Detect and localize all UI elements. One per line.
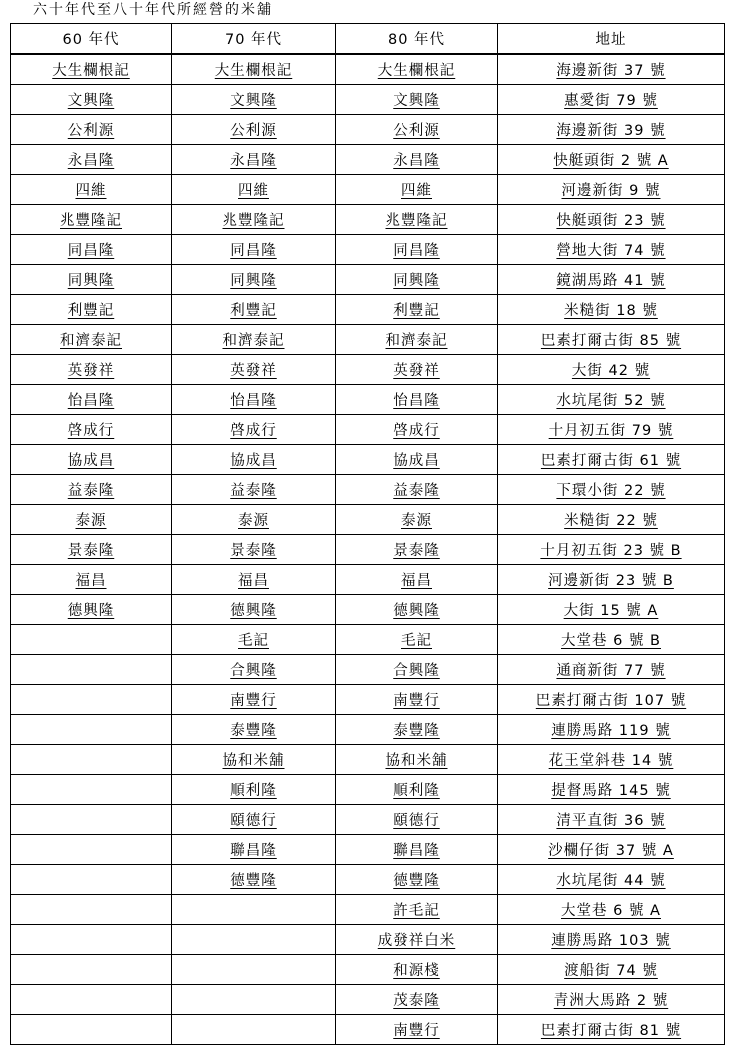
shop-70s-cell: [172, 625, 336, 655]
shop-70s-cell: [172, 505, 336, 535]
shop-80s-text: 成發祥白米: [377, 933, 456, 949]
address-text: 青洲大馬路 2 號: [553, 993, 669, 1009]
shop-70s-cell: [172, 955, 336, 985]
shop-80s-cell: [336, 865, 498, 895]
address-text: 提督馬路 145 號: [551, 783, 671, 799]
shop-60s-cell: [11, 205, 172, 235]
table-row: [11, 955, 725, 985]
header-address: 地址: [498, 24, 725, 55]
address-text: 巴素打爾古街 85 號: [540, 333, 682, 349]
address-cell: [498, 775, 725, 805]
shop-60s-text: 四維: [75, 183, 107, 199]
shop-70s-text: 四維: [238, 183, 269, 199]
address-text: 巴素打爾古街 107 號: [535, 693, 687, 709]
shop-70s-cell: [172, 715, 336, 745]
table-row: [11, 205, 725, 235]
shop-80s-cell: [336, 595, 498, 625]
address-cell: [498, 805, 725, 835]
address-text: 米糙街 18 號: [564, 303, 658, 319]
shop-80s-text: 啓成行: [393, 423, 440, 439]
shop-60s-text: 啓成行: [67, 423, 115, 439]
shop-60s-text: 公利源: [67, 123, 115, 139]
shop-80s-text: 英發祥: [393, 363, 440, 379]
address-cell: [498, 595, 725, 625]
address-cell: [498, 895, 725, 925]
address-cell: [498, 835, 725, 865]
shop-80s-text: 同興隆: [393, 273, 440, 289]
address-cell: [498, 655, 725, 685]
shop-80s-cell: [336, 895, 498, 925]
shop-70s-cell: [172, 865, 336, 895]
address-cell: [498, 295, 725, 325]
shop-80s-cell: [336, 85, 498, 115]
shop-70s-cell: [172, 775, 336, 805]
shop-60s-text: 福昌: [75, 573, 107, 589]
shop-70s-cell: [172, 835, 336, 865]
shop-70s-text: 聯昌隆: [230, 843, 277, 859]
shop-80s-text: 合興隆: [393, 663, 440, 679]
table-row: [11, 895, 725, 925]
table-row: [11, 325, 725, 355]
shop-80s-text: 益泰隆: [393, 483, 440, 499]
shop-80s-cell: [336, 745, 498, 775]
address-cell: [498, 145, 725, 175]
shop-60s-cell: [11, 595, 172, 625]
shop-70s-text: 英發祥: [230, 363, 277, 379]
shop-70s-cell: [172, 265, 336, 295]
address-text: 連勝馬路 103 號: [551, 933, 671, 949]
shop-70s-text: 益泰隆: [230, 483, 277, 499]
shop-80s-text: 和濟泰記: [385, 333, 448, 349]
shop-70s-cell: [172, 895, 336, 925]
address-text: 巴素打爾古街 61 號: [540, 453, 682, 469]
shop-60s-cell: [11, 85, 172, 115]
rice-shop-table: [10, 23, 725, 1045]
shop-70s-text: 毛記: [238, 633, 269, 649]
address-text: 河邊新街 9 號: [561, 183, 661, 199]
table-row: [11, 865, 725, 895]
shop-60s-cell: [11, 415, 172, 445]
shop-80s-cell: [336, 235, 498, 265]
address-text: 惠愛街 79 號: [564, 93, 658, 109]
address-cell: [498, 355, 725, 385]
shop-60s-text: 景泰隆: [67, 543, 115, 559]
shop-60s-cell: [11, 325, 172, 355]
shop-70s-text: 同興隆: [230, 273, 277, 289]
header-60s: 60 年代: [11, 24, 172, 55]
shop-60s-cell: [11, 745, 172, 775]
address-text: 大街 42 號: [571, 363, 651, 379]
shop-70s-text: 順利隆: [230, 783, 277, 799]
shop-80s-text: 許毛記: [393, 903, 440, 919]
shop-80s-text: 頤德行: [393, 813, 440, 829]
table-row: [11, 625, 725, 655]
address-text: 營地大街 74 號: [556, 243, 666, 259]
shop-70s-text: 協和米舖: [222, 753, 285, 769]
address-text: 河邊新街 23 號 B: [548, 573, 674, 589]
shop-80s-text: 福昌: [401, 573, 432, 589]
shop-80s-text: 同昌隆: [393, 243, 440, 259]
address-text: 清平直街 36 號: [556, 813, 666, 829]
shop-80s-text: 協和米舖: [385, 753, 448, 769]
shop-80s-text: 景泰隆: [393, 543, 440, 559]
table-row: [11, 385, 725, 415]
table-row: [11, 355, 725, 385]
shop-80s-cell: [336, 115, 498, 145]
shop-80s-text: 協成昌: [393, 453, 440, 469]
header-80s: 80 年代: [336, 24, 498, 55]
shop-80s-text: 順利隆: [393, 783, 440, 799]
shop-80s-text: 泰豐隆: [393, 723, 440, 739]
shop-70s-text: 福昌: [238, 573, 269, 589]
shop-60s-cell: [11, 115, 172, 145]
shop-70s-text: 文興隆: [230, 93, 277, 109]
table-row: [11, 445, 725, 475]
table-row: [11, 535, 725, 565]
shop-70s-cell: [172, 685, 336, 715]
address-text: 米糙街 22 號: [564, 513, 658, 529]
address-cell: [498, 415, 725, 445]
shop-60s-cell: [11, 475, 172, 505]
shop-80s-cell: [336, 145, 498, 175]
table-row: [11, 805, 725, 835]
shop-60s-cell: [11, 385, 172, 415]
shop-60s-text: 協成昌: [67, 453, 115, 469]
shop-80s-text: 茂泰隆: [393, 993, 440, 1009]
table-row: [11, 505, 725, 535]
shop-60s-cell: [11, 505, 172, 535]
shop-70s-cell: [172, 925, 336, 955]
shop-70s-cell: [172, 415, 336, 445]
shop-60s-cell: [11, 955, 172, 985]
address-cell: [498, 715, 725, 745]
address-text: 大街 15 號 A: [563, 603, 659, 619]
address-text: 十月初五街 79 號: [548, 423, 674, 439]
address-text: 十月初五街 23 號 B: [540, 543, 682, 559]
table-row: [11, 1015, 725, 1045]
shop-80s-cell: [336, 265, 498, 295]
shop-70s-cell: [172, 475, 336, 505]
shop-60s-text: 同興隆: [67, 273, 115, 289]
address-text: 沙欄仔街 37 號 A: [548, 843, 674, 859]
address-cell: [498, 535, 725, 565]
shop-70s-cell: [172, 325, 336, 355]
shop-80s-text: 公利源: [393, 123, 440, 139]
shop-70s-text: 德豐隆: [230, 873, 277, 889]
address-cell: [498, 115, 725, 145]
shop-80s-cell: [336, 295, 498, 325]
table-row: [11, 54, 725, 85]
shop-70s-text: 景泰隆: [230, 543, 277, 559]
shop-60s-text: 文興隆: [67, 93, 115, 109]
shop-80s-cell: [336, 565, 498, 595]
address-cell: [498, 175, 725, 205]
shop-60s-cell: [11, 925, 172, 955]
shop-70s-cell: [172, 805, 336, 835]
shop-80s-cell: [336, 655, 498, 685]
shop-60s-cell: [11, 715, 172, 745]
shop-60s-cell: [11, 175, 172, 205]
shop-60s-text: 兆豐隆記: [60, 213, 122, 229]
address-cell: [498, 1015, 725, 1045]
shop-60s-cell: [11, 865, 172, 895]
shop-70s-cell: [172, 145, 336, 175]
shop-60s-cell: [11, 235, 172, 265]
shop-80s-cell: [336, 535, 498, 565]
address-text: 水坑尾街 44 號: [556, 873, 666, 889]
shop-80s-cell: [336, 355, 498, 385]
shop-80s-text: 文興隆: [393, 93, 440, 109]
shop-80s-text: 大生欄根記: [377, 63, 456, 79]
address-text: 大堂巷 6 號 A: [561, 903, 661, 919]
shop-80s-cell: [336, 925, 498, 955]
address-text: 大堂巷 6 號 B: [561, 633, 661, 649]
shop-80s-text: 怡昌隆: [393, 393, 440, 409]
shop-70s-text: 德興隆: [230, 603, 277, 619]
table-row: [11, 775, 725, 805]
shop-60s-cell: [11, 445, 172, 475]
shop-70s-cell: [172, 535, 336, 565]
shop-80s-cell: [336, 325, 498, 355]
address-cell: [498, 54, 725, 85]
shop-60s-cell: [11, 265, 172, 295]
address-text: 海邊新街 39 號: [556, 123, 666, 139]
shop-70s-text: 利豐記: [230, 303, 277, 319]
table-row: [11, 115, 725, 145]
address-cell: [498, 985, 725, 1015]
shop-80s-text: 永昌隆: [393, 153, 440, 169]
shop-60s-text: 和濟泰記: [60, 333, 122, 349]
shop-70s-cell: [172, 985, 336, 1015]
shop-80s-text: 南豐行: [393, 693, 440, 709]
table-row: [11, 475, 725, 505]
shop-60s-text: 怡昌隆: [67, 393, 115, 409]
shop-60s-text: 英發祥: [67, 363, 115, 379]
table-row: [11, 145, 725, 175]
shop-60s-cell: [11, 355, 172, 385]
table-row: [11, 835, 725, 865]
header-70s: 70 年代: [172, 24, 336, 55]
shop-60s-cell: [11, 985, 172, 1015]
table-caption: 六十年代至八十年代所經營的米舖: [33, 2, 273, 18]
shop-70s-cell: [172, 385, 336, 415]
address-text: 海邊新街 37 號: [556, 63, 666, 79]
address-text: 通商新街 77 號: [556, 663, 666, 679]
address-text: 連勝馬路 119 號: [551, 723, 671, 739]
shop-80s-cell: [336, 505, 498, 535]
shop-80s-text: 德興隆: [393, 603, 440, 619]
table-row: [11, 985, 725, 1015]
shop-60s-cell: [11, 655, 172, 685]
shop-70s-cell: [172, 565, 336, 595]
shop-70s-cell: [172, 175, 336, 205]
address-cell: [498, 325, 725, 355]
shop-80s-text: 德豐隆: [393, 873, 440, 889]
shop-80s-cell: [336, 685, 498, 715]
shop-80s-cell: [336, 775, 498, 805]
address-text: 鏡湖馬路 41 號: [556, 273, 666, 289]
address-cell: [498, 955, 725, 985]
shop-70s-cell: [172, 445, 336, 475]
address-cell: [498, 235, 725, 265]
shop-70s-text: 啓成行: [230, 423, 277, 439]
shop-80s-cell: [336, 175, 498, 205]
shop-60s-text: 利豐記: [67, 303, 115, 319]
shop-80s-cell: [336, 475, 498, 505]
shop-70s-text: 大生欄根記: [214, 63, 293, 79]
shop-70s-text: 合興隆: [230, 663, 277, 679]
shop-80s-text: 南豐行: [393, 1023, 440, 1039]
shop-60s-cell: [11, 145, 172, 175]
shop-60s-text: 益泰隆: [67, 483, 115, 499]
shop-70s-cell: [172, 235, 336, 265]
address-cell: [498, 265, 725, 295]
address-cell: [498, 505, 725, 535]
shop-70s-text: 公利源: [230, 123, 277, 139]
shop-70s-text: 和濟泰記: [222, 333, 285, 349]
shop-70s-text: 怡昌隆: [230, 393, 277, 409]
shop-80s-cell: [336, 54, 498, 85]
address-cell: [498, 925, 725, 955]
shop-70s-text: 同昌隆: [230, 243, 277, 259]
shop-60s-cell: [11, 295, 172, 325]
shop-80s-text: 兆豐隆記: [385, 213, 448, 229]
address-text: 巴素打爾古街 81 號: [540, 1023, 682, 1039]
shop-80s-cell: [336, 955, 498, 985]
table-row: [11, 595, 725, 625]
table-row: [11, 235, 725, 265]
address-cell: [498, 205, 725, 235]
shop-70s-cell: [172, 745, 336, 775]
shop-80s-text: 和源棧: [393, 963, 440, 979]
shop-70s-text: 泰源: [238, 513, 269, 529]
address-cell: [498, 565, 725, 595]
shop-70s-cell: [172, 595, 336, 625]
address-cell: [498, 865, 725, 895]
address-text: 下環小街 22 號: [556, 483, 666, 499]
shop-70s-text: 南豐行: [230, 693, 277, 709]
shop-60s-cell: [11, 775, 172, 805]
table-row: [11, 295, 725, 325]
shop-70s-text: 兆豐隆記: [222, 213, 285, 229]
shop-60s-text: 永昌隆: [67, 153, 115, 169]
table-row: [11, 415, 725, 445]
shop-60s-text: 大生欄根記: [52, 63, 130, 79]
table-row: [11, 175, 725, 205]
shop-70s-text: 泰豐隆: [230, 723, 277, 739]
shop-70s-cell: [172, 205, 336, 235]
table-row: [11, 925, 725, 955]
address-text: 渡船街 74 號: [564, 963, 658, 979]
address-cell: [498, 445, 725, 475]
shop-80s-cell: [336, 805, 498, 835]
shop-70s-text: 頤德行: [230, 813, 277, 829]
shop-80s-text: 利豐記: [393, 303, 440, 319]
shop-70s-cell: [172, 655, 336, 685]
shop-80s-text: 毛記: [401, 633, 432, 649]
shop-70s-cell: [172, 115, 336, 145]
shop-60s-cell: [11, 685, 172, 715]
shop-80s-text: 泰源: [401, 513, 432, 529]
address-cell: [498, 385, 725, 415]
table-row: [11, 685, 725, 715]
shop-80s-cell: [336, 715, 498, 745]
header-row: [11, 24, 725, 55]
address-text: 花王堂斜巷 14 號: [548, 753, 674, 769]
shop-60s-cell: [11, 805, 172, 835]
shop-60s-cell: [11, 835, 172, 865]
shop-80s-cell: [336, 385, 498, 415]
table-row: [11, 715, 725, 745]
shop-80s-text: 四維: [401, 183, 432, 199]
address-cell: [498, 475, 725, 505]
shop-80s-cell: [336, 625, 498, 655]
shop-70s-text: 永昌隆: [230, 153, 277, 169]
shop-70s-text: 協成昌: [230, 453, 277, 469]
shop-60s-cell: [11, 54, 172, 85]
shop-70s-cell: [172, 355, 336, 385]
table-row: [11, 745, 725, 775]
shop-60s-cell: [11, 535, 172, 565]
address-text: 快艇頭街 2 號 A: [553, 153, 669, 169]
shop-60s-text: 德興隆: [67, 603, 115, 619]
shop-60s-cell: [11, 565, 172, 595]
shop-80s-text: 聯昌隆: [393, 843, 440, 859]
address-cell: [498, 685, 725, 715]
table-row: [11, 565, 725, 595]
shop-80s-cell: [336, 985, 498, 1015]
shop-80s-cell: [336, 415, 498, 445]
shop-80s-cell: [336, 1015, 498, 1045]
shop-70s-cell: [172, 85, 336, 115]
address-cell: [498, 85, 725, 115]
table-row: [11, 265, 725, 295]
shop-60s-cell: [11, 625, 172, 655]
address-cell: [498, 625, 725, 655]
shop-70s-cell: [172, 54, 336, 85]
shop-70s-cell: [172, 1015, 336, 1045]
shop-80s-cell: [336, 445, 498, 475]
address-text: 快艇頭街 23 號: [556, 213, 666, 229]
address-text: 水坑尾街 52 號: [556, 393, 666, 409]
address-cell: [498, 745, 725, 775]
shop-70s-cell: [172, 295, 336, 325]
shop-60s-cell: [11, 1015, 172, 1045]
shop-60s-text: 同昌隆: [67, 243, 115, 259]
table-row: [11, 85, 725, 115]
shop-80s-cell: [336, 205, 498, 235]
shop-80s-cell: [336, 835, 498, 865]
table-row: [11, 655, 725, 685]
shop-60s-cell: [11, 895, 172, 925]
shop-60s-text: 泰源: [75, 513, 107, 529]
